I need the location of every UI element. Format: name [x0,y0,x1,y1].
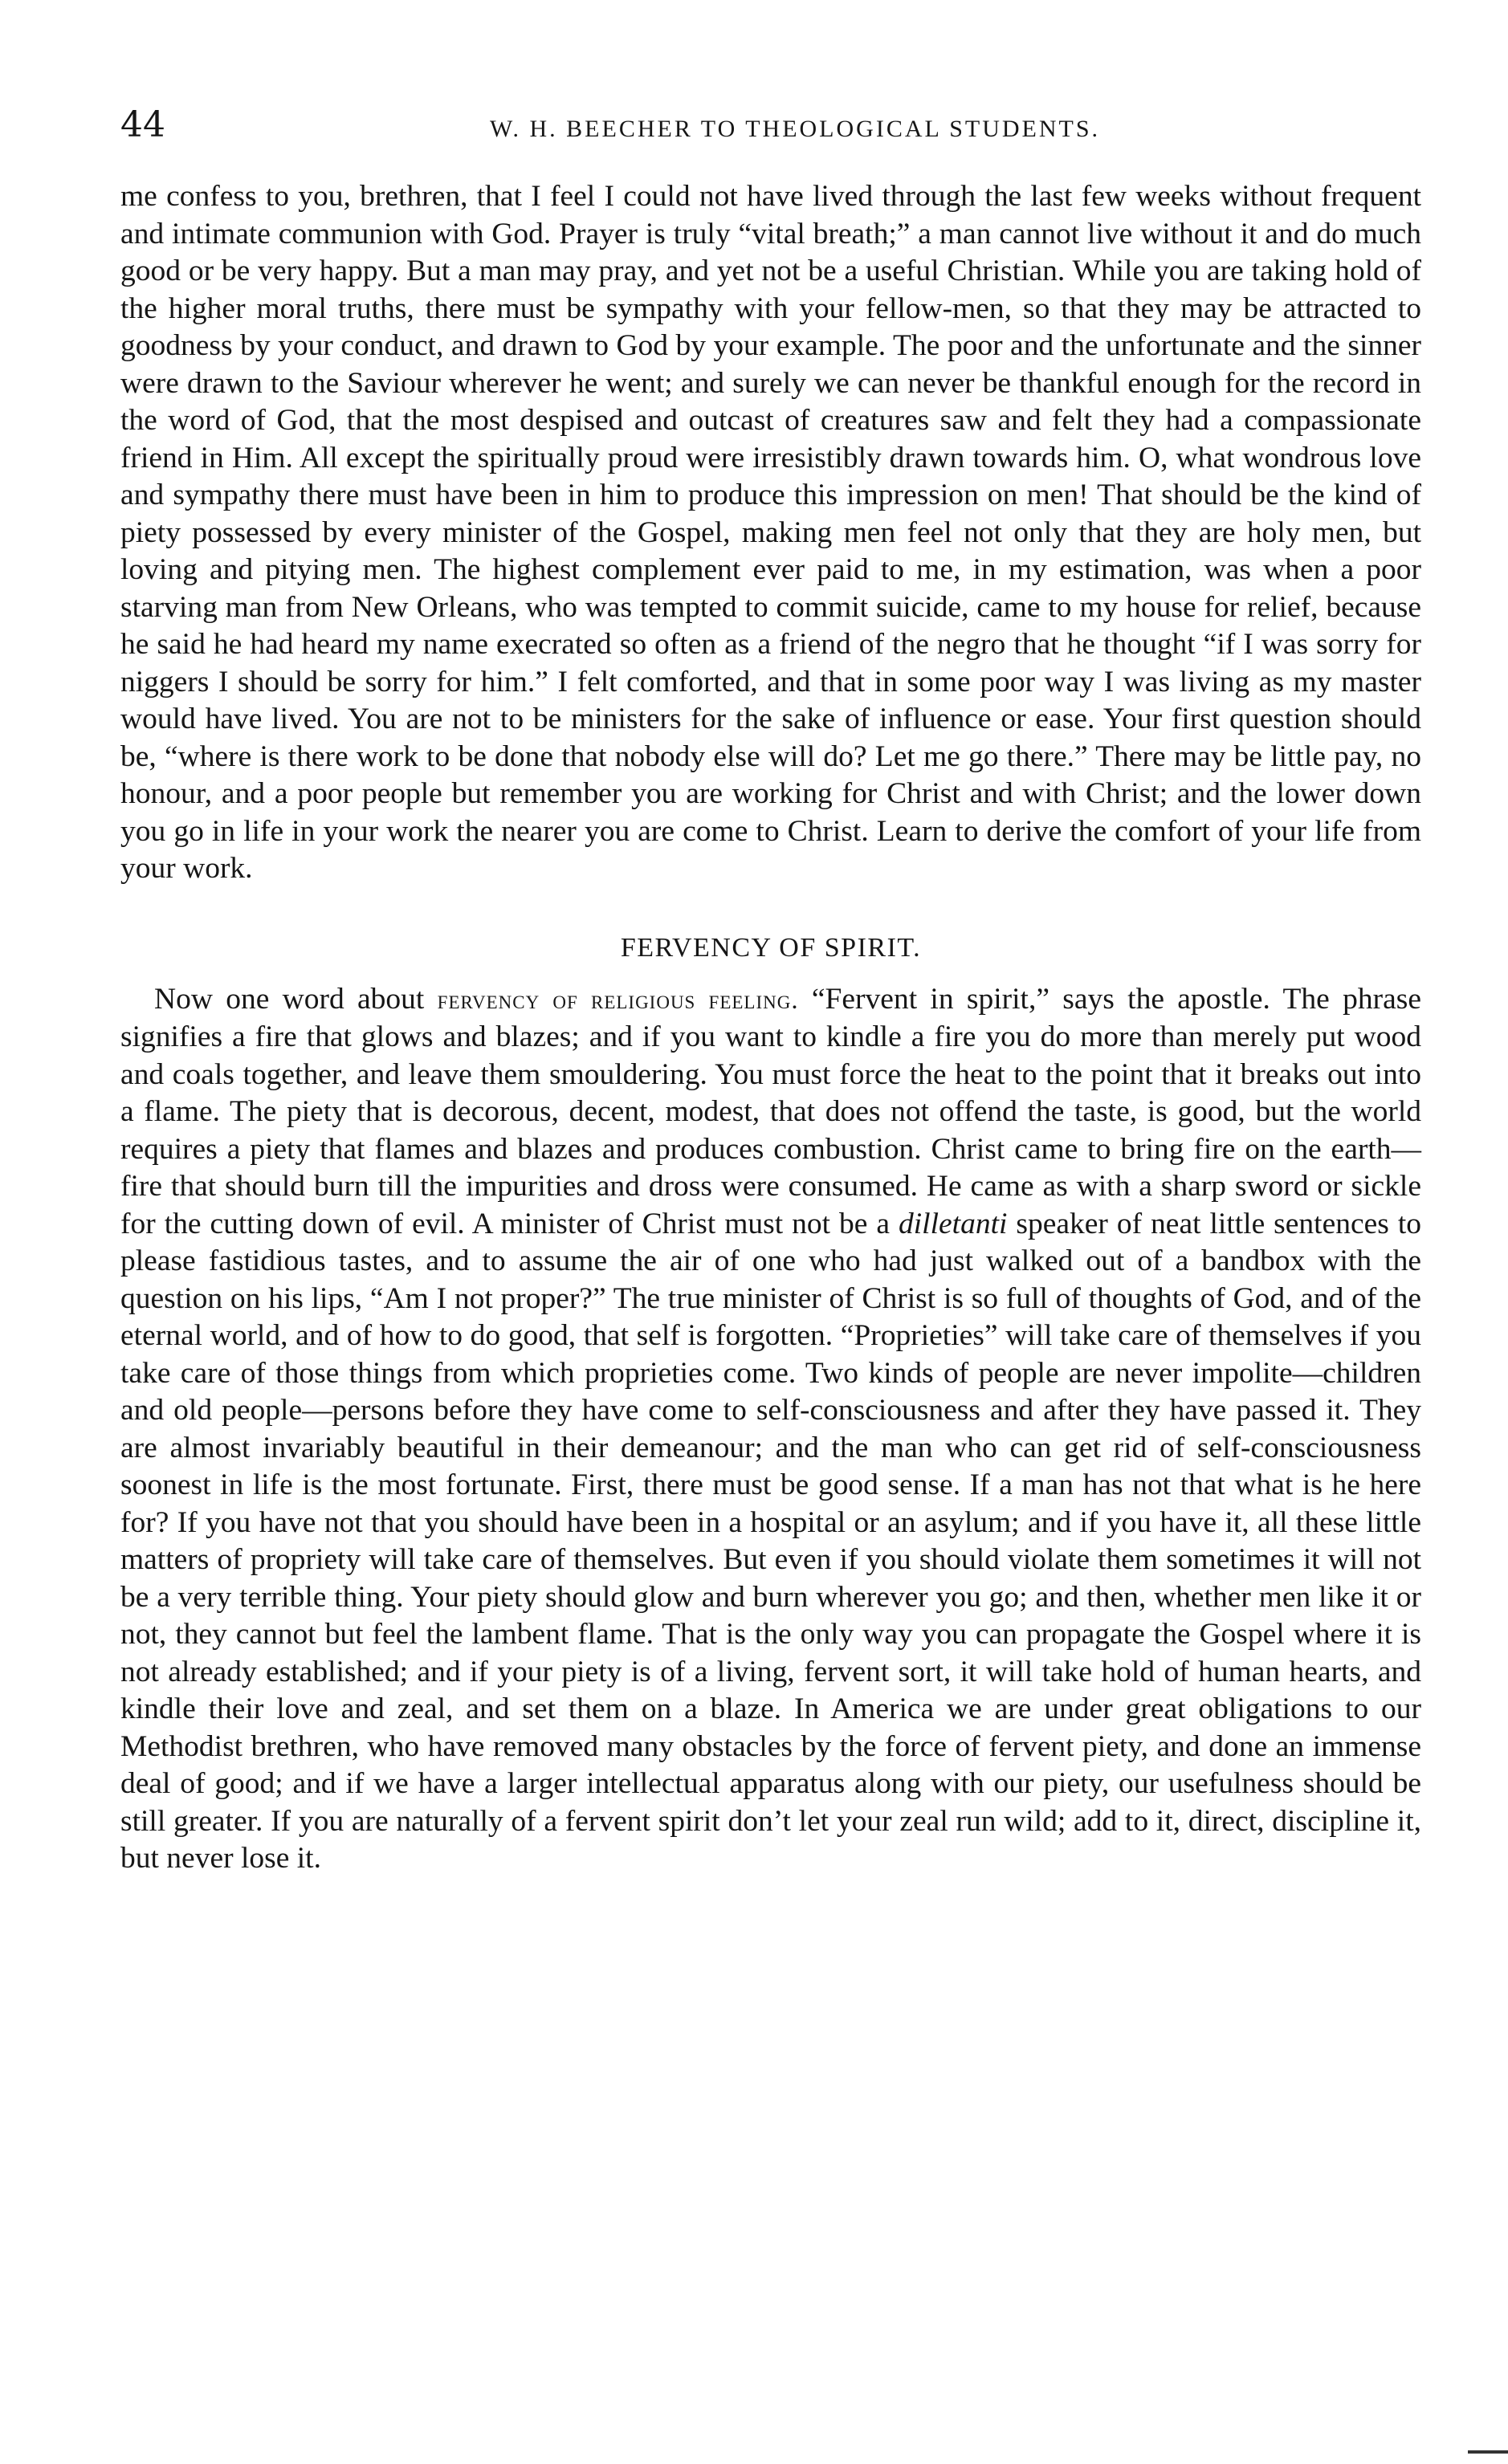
page-number: 44 [120,104,165,145]
section-heading: FERVENCY OF SPIRIT. [620,932,922,963]
running-title: W. H. BEECHER TO THEOLOGICAL STUDENTS. [489,116,1101,142]
book-page [120,104,1421,1878]
running-head [120,104,1421,161]
page-edge-mark [1468,2450,1508,2454]
italic-word: dilletanti [899,1207,1008,1240]
body-text-part2: speaker of neat little sentences to please fastidious tastes, and to assume the air of one who had just walked out of a bandbox with the question on his lips, “Am I not proper?” The true minister of Christ is so full of thoughts of God, and of the eternal world, and of how to do good, that self is forgotten. “Proprieties” will take care of themselves if you take care of those things from which proprieties come. Two kinds of people are never impolite—children and old people—persons before they have come to self-consciousness and after they have passed it. They are almost invariably beautiful in their demeanour; and the man who can get rid of self-consciousness soonest in life is the most fortunate. First, there must be good sense. If a man has not that what is he here for? If you have not that you should have been in a hospital or an asylum; and if you have it, all these little matters of propriety will take care of themselves. But even if you should violate them sometimes it will not be a very terrible thing. Your piety should glow and burn wherever you go; and then, whether men like it or not, they cannot but feel the lambent flame. That is the only way you can propagate the Gospel where it is not already established; and if your piety is of a living, fervent sort, it will take hold of human hearts, and kindle their love and zeal, and set them on a blaze. In America we are under great obligations to our Methodist brethren, who have removed many obstacles by the force of fervent piety, and done an immense deal of good; and if we have a larger intellectual apparatus along with our piety, our usefulness should be still greater. If you are naturally of a fervent spirit don’t let your zeal run wild; add to it, direct, discipline it, but never lose it. [120,1207,1421,1875]
section-paragraph [120,981,1421,1878]
smallcaps-phrase: fervency of religious feeling. [437,985,799,1015]
lead-in-text: Now one word about [154,982,438,1016]
continued-paragraph: me confess to you, brethren, that I feel I could not have lived through the last few weeks without frequent and intimate communion with God. Prayer is truly “vital breath;” a man cannot live without it and do much good or be very happy. But a man may pray, and yet not be a useful Christian. While you are taking hold of the higher moral truths, there must be sympathy with your fellow-men, so that they may be attracted to goodness by your conduct, and drawn to God by your example. The poor and the unfortunate and the sinner were drawn to the Saviour wherever he went; and surely we can never be thankful enough for the record in the word of God, that the most despised and outcast of creatures saw and felt they had a compassionate friend in Him. All except the spiritually proud were irresistibly drawn towards him. O, what wondrous love and sympathy there must have been in him to produce this impression on men! That should be the kind of piety possessed by every minister of the Gospel, making men feel not only that they are holy men, but loving and pitying men. The highest complement ever paid to me, in my estimation, was when a poor starving man from New Orleans, who was tempted to commit suicide, came to my house for relief, because he said he had heard my name execrated so often as a friend of the negro that he thought “if I was sorry for niggers I should be sorry for him.” I felt comforted, and that in some poor way I was living as my master would have lived. You are not to be ministers for the sake of influence or ease. Your first question should be, “where is there work to be done that nobody else will do? Let me go there.” There may be little pay, no honour, and a poor people but remember you are working for Christ and with Christ; and the lower down you go in life in your work the nearer you are come to Christ. Learn to derive the comfort of your life from your work. [120,180,1421,885]
body-text-part1: “Fervent in spirit,” says the apostle. The phrase signifies a fire that glows and blazes; and if you want to kindle a fire you do more than merely put wood and coals together, and leave them smouldering. You must force the heat to the point that it breaks out into a flame. The piety that is decorous, decent, modest, that does not offend the taste, is good, but the world requires a piety that flames and blazes and produces combustion. Christ came to bring fire on the earth—fire that should burn till the impurities and dross were consumed. He came as with a sharp sword or sickle for the cutting down of evil. A minister of Christ must not be a [120,982,1421,1240]
